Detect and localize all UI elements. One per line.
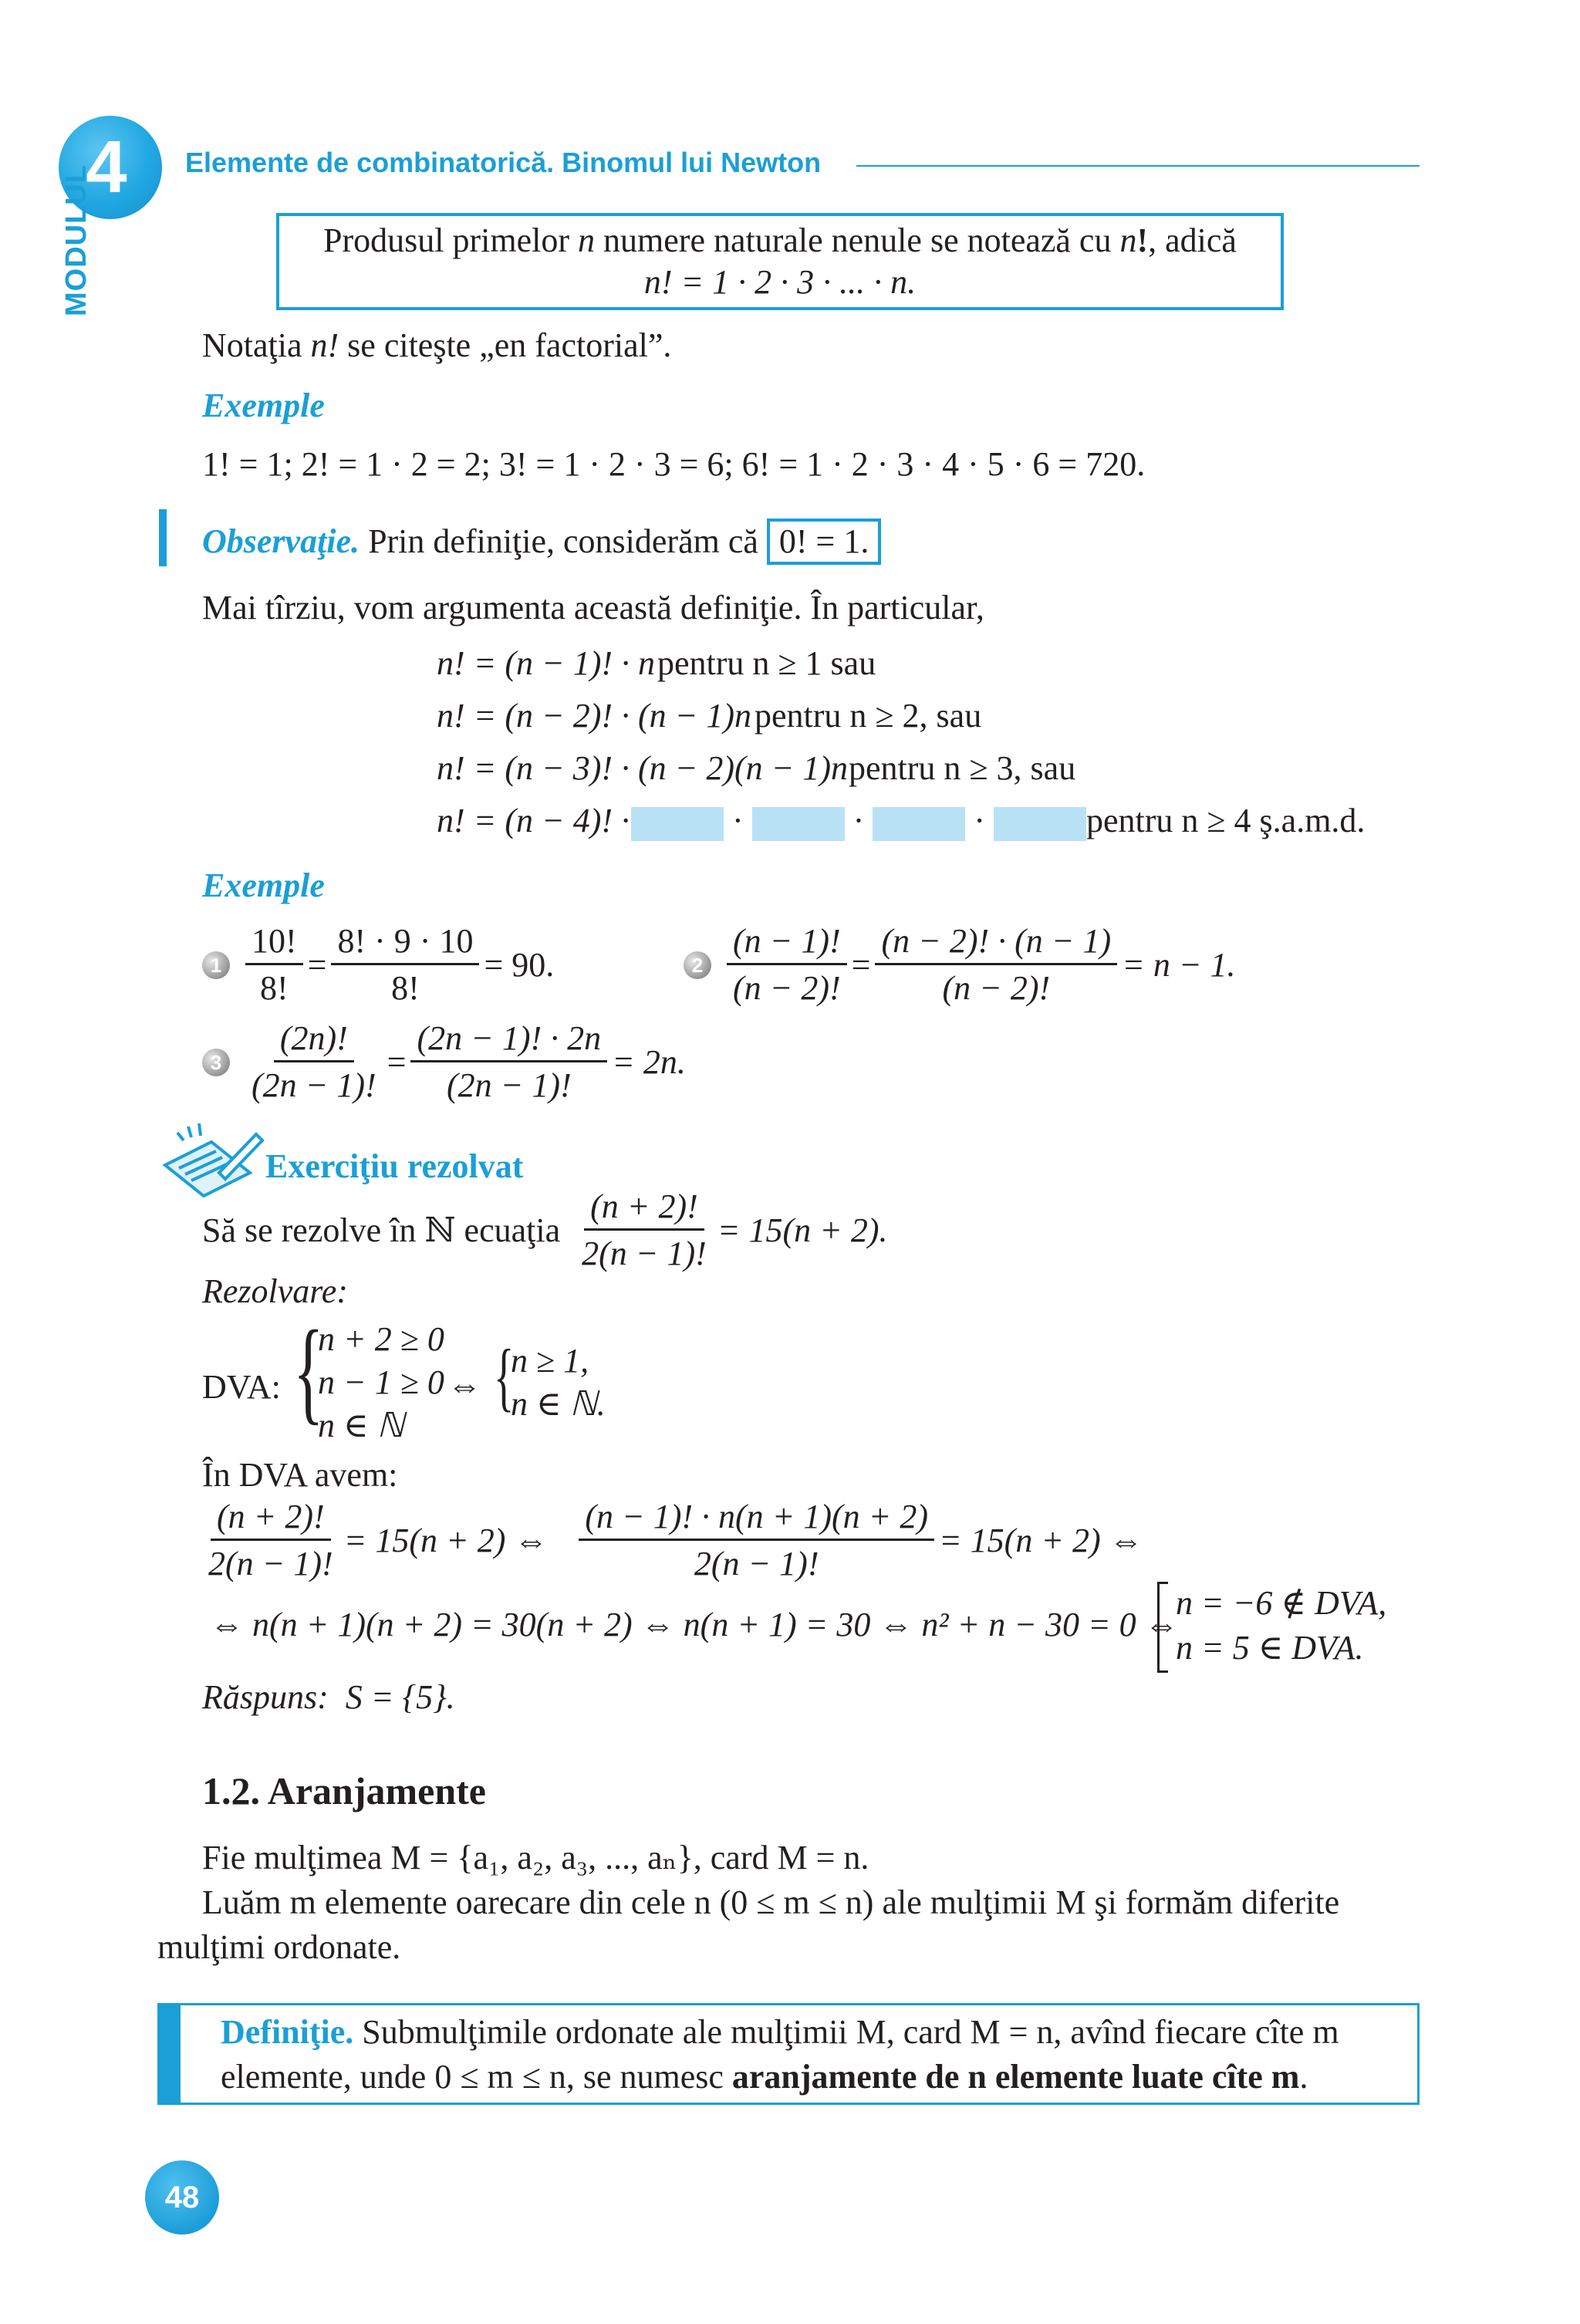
factorial-examples: 1! = 1; 2! = 1 · 2 = 2; 3! = 1 · 2 · 3 = 6; 6! = 1 · 2 · 3 · 4 · 5 · 6 = 720.	[202, 445, 1146, 483]
identity-formula-3: n! = (n − 3)! · (n − 2)(n − 1)n	[437, 749, 848, 787]
rezolvare-label: Rezolvare:	[202, 1272, 348, 1310]
solution-step-1: $\frac{(n + 2)!}{2(n - 1)!}$ = 15(n + 2) ⇔ $\frac{(n - 1)! \cdot n(n + 1)(n + 2)}{2(n - 1)!}$ = 15(n + 2) ⇔	[208, 1498, 1143, 1583]
section-title: 1.2. Aranjamente	[202, 1769, 486, 1812]
chapter-title: Elemente de combinatorică. Binomul lui Newton	[185, 147, 822, 178]
blank-slots: · · ·	[631, 802, 1086, 841]
case-2: n = 5 ∈ DVA.	[1176, 1629, 1364, 1667]
notation-line: Notaţia n! se citeşte „en factorial”.	[202, 326, 672, 364]
example-bullet: 2	[684, 951, 711, 979]
factorial-definition-box	[276, 213, 1284, 310]
module-number: 4	[86, 126, 127, 208]
page-number: 48	[145, 2160, 219, 2234]
examples-heading-1: Exemple	[202, 387, 325, 424]
blank-slot	[631, 807, 724, 841]
factorial-definition-line1: Produsul primelor n numere naturale nenule se notează cu n!, adică	[323, 221, 1237, 259]
identity-formula-2: n! = (n − 2)! · (n − 1)n	[437, 697, 751, 735]
definition-line-2: elemente, unde 0 ≤ m ≤ n, se numesc aranjamente de n elemente luate cîte m.	[221, 2058, 1308, 2096]
definition-line-1: Definiţie. Submulţimile ordonate ale mulţimii M, card M = n, avînd fiecare cîte m	[221, 2013, 1339, 2051]
dva-result-1: n ≥ 1,	[511, 1342, 589, 1380]
identity-condition-4: pentru n ≥ 4 ş.a.m.d.	[1086, 802, 1366, 839]
answer-line: Răspuns: S = {5}.	[202, 1678, 455, 1716]
example-3: 3 $\frac{(2n)!}{(2n - 1)!}$ = $\frac{(2n - 1)! \cdot 2n}{(2n - 1)!}$ = 2n.	[202, 1020, 686, 1105]
section-paragraph-2b: mulţimi ordonate.	[157, 1928, 401, 1966]
result-brace: {	[494, 1333, 515, 1419]
blank-slot	[752, 807, 845, 841]
observation-line: Observaţie. Prin definiţie, considerăm că 0! = 1.	[202, 519, 881, 565]
dva-condition-2: n − 1 ≥ 0	[318, 1363, 444, 1401]
section-paragraph-2a: Luăm m elemente oarecare din cele n (0 ≤ m ≤ n) ale mulţimii M şi formăm diferite	[202, 1883, 1340, 1921]
in-dva-label: În DVA avem:	[202, 1456, 398, 1494]
later-paragraph: Mai tîrziu, vom argumenta această definiţie. În particular,	[202, 589, 984, 627]
zero-factorial-box: 0! = 1.	[767, 519, 881, 565]
example-1: 1 $\frac{10!}{8!}$ = $\frac{8! \cdot 9 \cdot 10}{8!}$ = 90.	[202, 923, 554, 1008]
blank-slot	[873, 807, 965, 841]
identity-formula-4: n! = (n − 4)! ·	[437, 802, 630, 839]
dva-condition-1: n + 2 ≥ 0	[318, 1320, 444, 1358]
section-paragraph-1: Fie mulţimea M = {a₁, a₂, a₃, ..., aₙ}, card M = n.	[202, 1839, 869, 1876]
identity-condition-2: pentru n ≥ 2, sau	[755, 697, 982, 735]
observation-bar	[159, 509, 167, 566]
dva-iff: ⇔	[447, 1366, 481, 1404]
dva-condition-3: n ∈ ℕ	[318, 1407, 404, 1444]
solution-step-2: ⇔ n(n + 1)(n + 2) = 30(n + 2) ⇔ n(n + 1) = 30 ⇔ n² + n − 30 = 0 ⇔	[210, 1606, 1179, 1643]
identity-condition-1: pentru n ≥ 1 sau	[657, 644, 876, 682]
module-label: MODULUL	[60, 164, 93, 316]
definition-side-bar	[157, 2003, 181, 2105]
dva-result-2: n ∈ ℕ.	[511, 1385, 606, 1423]
system-brace: {	[293, 1307, 324, 1435]
header-rule	[856, 165, 1420, 167]
exercise-statement: Să se rezolve în ℕ ecuaţia $\frac{(n + 2)!}{2(n - 1)!}$ = 15(n + 2).	[202, 1187, 888, 1273]
cases-bracket	[1157, 1582, 1168, 1673]
exercise-heading: Exerciţiu rezolvat	[265, 1147, 524, 1185]
example-bullet: 1	[202, 951, 230, 979]
examples-heading-2: Exemple	[202, 866, 325, 904]
example-bullet: 3	[202, 1049, 230, 1076]
factorial-formula: n! = 1 · 2 · 3 · ... · n.	[643, 263, 917, 301]
case-1: n = −6 ∉ DVA,	[1176, 1584, 1387, 1622]
blank-slot	[994, 807, 1086, 841]
dva-label: DVA:	[202, 1368, 281, 1406]
example-2: 2 $\frac{(n - 1)!}{(n - 2)!}$ = $\frac{(n - 2)! \cdot (n - 1)}{(n - 2)!}$ = n − 1.	[684, 923, 1236, 1008]
identity-formula-1: n! = (n − 1)! · n	[437, 644, 655, 682]
identity-condition-3: pentru n ≥ 3, sau	[849, 749, 1076, 787]
